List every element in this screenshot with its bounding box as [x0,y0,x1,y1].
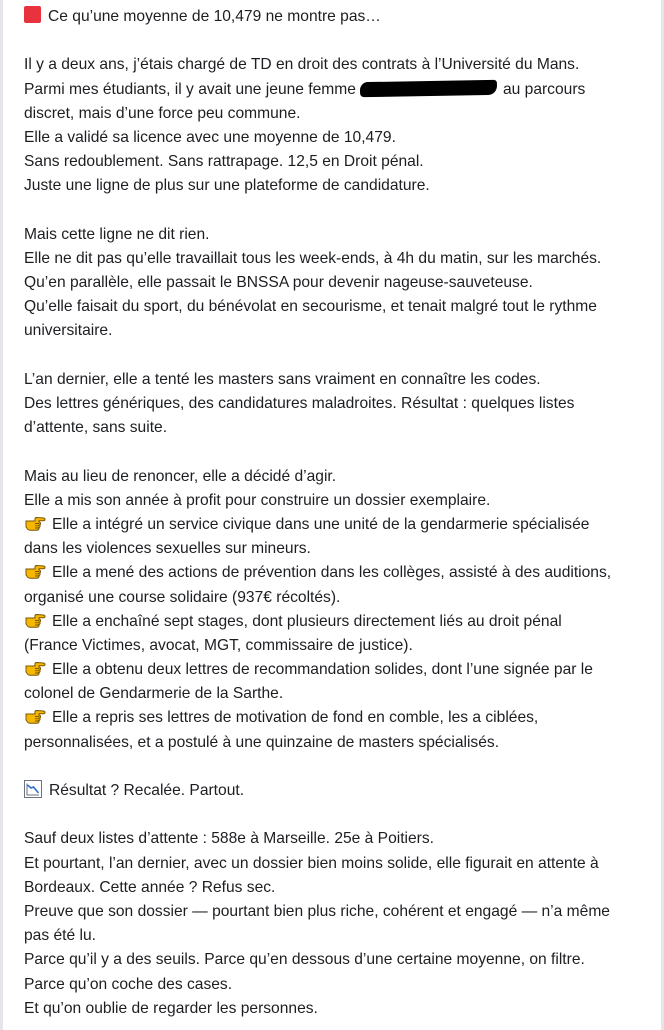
bullet-item: Elle a intégré un service civique dans une unité de la gendarmerie spécialisée [24,513,649,537]
paragraph-line: Et pourtant, l’an dernier, avec un dossier bien moins solide, elle figurait en attente à [24,854,599,872]
paragraph-line: universitaire. [24,322,113,340]
bullet-item: Elle a mené des actions de prévention dans les collèges, assisté à des auditions, [24,561,649,585]
paragraph-line: Bordeaux. Cette année ? Refus sec. [24,878,276,896]
paragraph-line: d’attente, sans suite. [24,419,168,437]
paragraph-line: Mais au lieu de renoncer, elle a décidé d’agir. [24,467,337,485]
paragraph-line: organisé une course solidaire (937€ récoltés). [24,588,341,606]
paragraph-line: Et qu’on oublie de regarder les personnes. [24,999,318,1017]
paragraph-line: Des lettres génériques, des candidatures maladroites. Résultat : quelques listes [24,395,575,412]
bullet-item: Elle a repris ses lettres de motivation de fond en comble, les a ciblées, [24,706,649,730]
post-title: Ce qu’une moyenne de 10,479 ne montre pas… [24,5,649,29]
backhand-index-pointing-right-icon [24,661,46,677]
backhand-index-pointing-right-icon [24,613,46,629]
redacted-name [360,79,497,96]
red-square-icon [24,6,41,23]
bullet-item: Elle a enchaîné sept stages, dont plusieurs directement liés au droit pénal [24,610,649,634]
paragraph-line: Qu’elle faisait du sport, du bénévolat en secourisme, et tenait malgré tout le rythme [24,298,597,316]
paragraph-line: pas été lu. [24,927,96,945]
paragraph-line: L’an dernier, elle a tenté les masters sans vraiment en connaître les codes. [24,370,541,388]
paragraph-line: Preuve que son dossier — pourtant bien plus riche, cohérent et engagé — n’a même [24,902,610,920]
paragraph-line: Qu’en parallèle, elle passait le BNSSA pour devenir nageuse-sauveteuse. [24,274,533,292]
paragraph-line: Sauf deux listes d’attente : 588e à Marseille. 25e à Poitiers. [24,830,435,848]
paragraph-line: Juste une ligne de plus sur une plateforme de candidature. [24,177,430,195]
paragraph-line: colonel de Gendarmerie de la Sarthe. [24,685,284,703]
paragraph-line: Elle a validé sa licence avec une moyenne de 10,479. [24,128,396,146]
paragraph-line: Sans redoublement. Sans rattrapage. 12,5 en Droit pénal. [24,153,424,171]
paragraph-line: Elle ne dit pas qu’elle travaillait tous les week-ends, à 4h du matin, sur les marchés. [24,249,602,267]
paragraph-line: discret, mais d’une force peu commune. [24,104,301,122]
backhand-index-pointing-right-icon [24,564,46,580]
paragraph-line: Parmi mes étudiants, il y avait une jeune femme au parcours [24,80,586,98]
paragraph-line: (France Victimes, avocat, MGT, commissaire de justice). [24,636,413,654]
backhand-index-pointing-right-icon [24,709,46,725]
paragraph-line: personnalisées, et a postulé à une quinzaine de masters spécialisés. [24,733,500,751]
paragraph-line: Il y a deux ans, j’étais chargé de TD en droit des contrats à l’Université du Mans. [24,56,580,74]
bullet-item: Elle a obtenu deux lettres de recommandation solides, dont l’une signée par le [24,658,649,682]
paragraph-line: dans les violences sexuelles sur mineurs. [24,540,311,558]
backhand-index-pointing-right-icon [24,516,46,532]
paragraph-line: Parce qu’on coche des cases. [24,975,233,993]
paragraph-line: Parce qu’il y a des seuils. Parce qu’en dessous d’une certaine moyenne, on filtre. [24,951,585,969]
chart-decreasing-icon [24,780,42,798]
paragraph-line: Elle a mis son année à profit pour construire un dossier exemplaire. [24,491,491,509]
paragraph-line: Mais cette ligne ne dit rien. [24,225,210,243]
result-line: Résultat ? Recalée. Partout. [24,779,649,803]
